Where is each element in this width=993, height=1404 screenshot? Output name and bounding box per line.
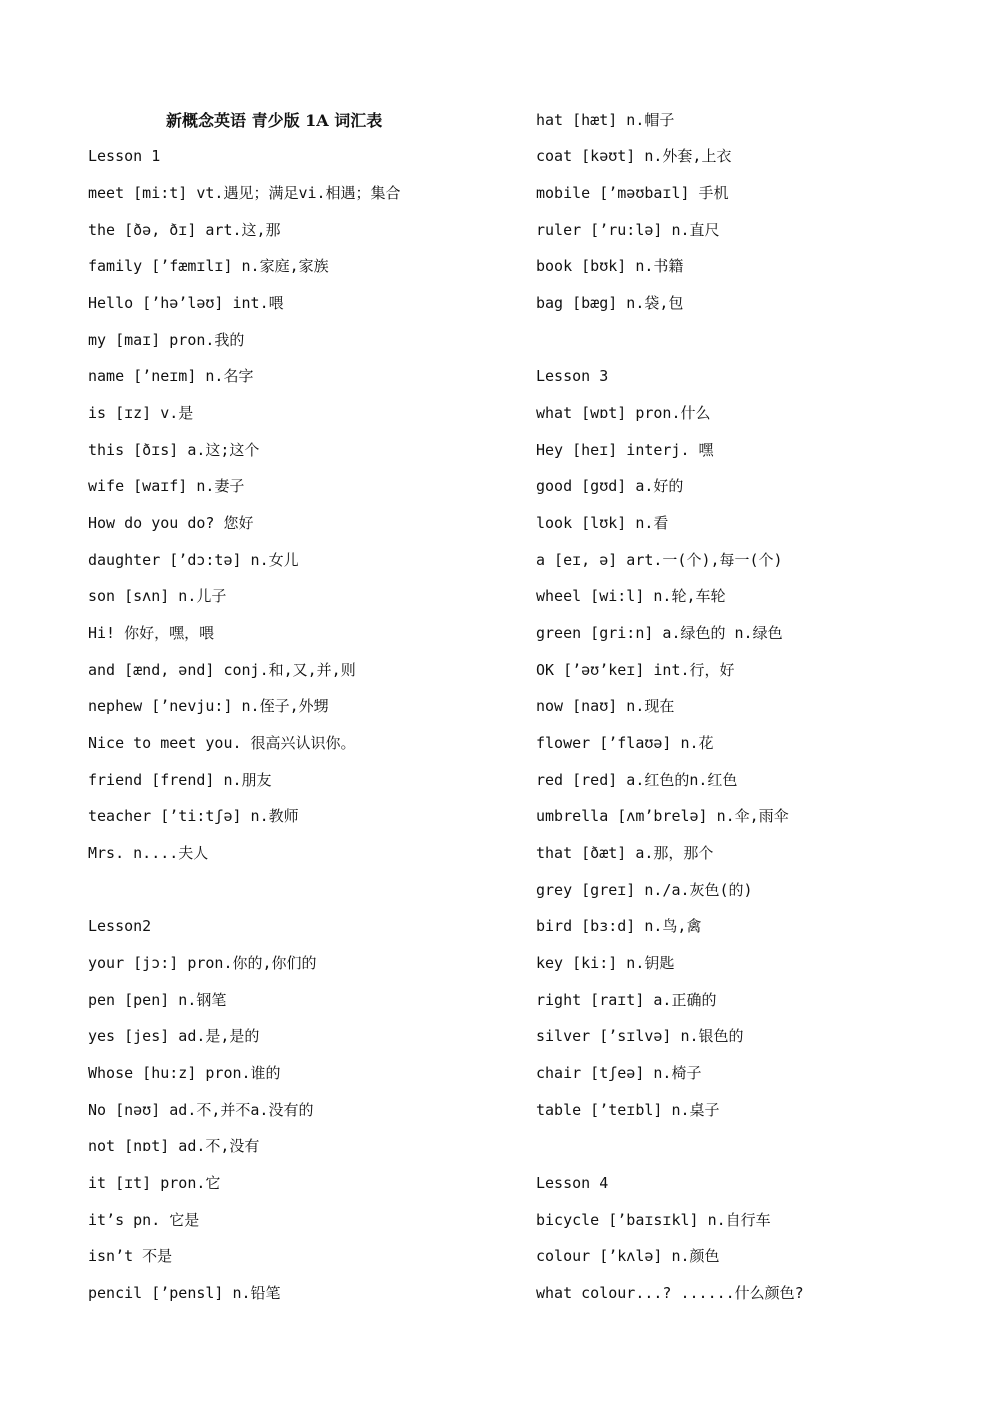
vocab-entry: hat [hæt] n.帽子 — [536, 111, 675, 129]
vocab-entry: now [naʊ] n.现在 — [536, 697, 675, 715]
vocab-entry: umbrella [ʌm’brelə] n.伞,雨伞 — [536, 807, 789, 825]
vocab-entry: grey [greɪ] n./a.灰色(的) — [536, 881, 753, 899]
vocab-entry: look [lʊk] n.看 — [536, 514, 669, 532]
vocab-entry: it [ɪt] pron.它 — [88, 1174, 221, 1192]
vocab-entry: bag [bæg] n.袋,包 — [536, 294, 684, 312]
vocab-entry: colour [’kʌlə] n.颜色 — [536, 1247, 720, 1265]
vocab-entry: wife [waɪf] n.妻子 — [88, 477, 245, 495]
vocab-entry: bicycle [’baɪsɪkl] n.自行车 — [536, 1211, 771, 1229]
vocab-entry: isn’t 不是 — [88, 1247, 173, 1265]
vocab-entry: mobile [’məʊbaɪl] 手机 — [536, 184, 729, 202]
vocab-entry: key [ki:] n.钥匙 — [536, 954, 675, 972]
vocab-entry: friend [frend] n.朋友 — [88, 771, 272, 789]
vocab-entry: good [gʊd] a.好的 — [536, 477, 684, 495]
vocab-entry: silver [’sɪlvə] n.银色的 — [536, 1027, 744, 1045]
vocab-entry: yes [jes] ad.是,是的 — [88, 1027, 260, 1045]
vocab-entry: this [ðɪs] a.这;这个 — [88, 441, 260, 459]
vocab-entry: flower [’flaʊə] n.花 — [536, 734, 714, 752]
vocab-entry: bird [bɜ:d] n.鸟,禽 — [536, 917, 702, 935]
vocab-entry: chair [tʃeə] n.椅子 — [536, 1064, 702, 1082]
vocab-entry: my [maɪ] pron.我的 — [88, 331, 245, 349]
lesson-heading: Lesson 4 — [536, 1174, 609, 1192]
lesson-heading: Lesson 1 — [88, 147, 161, 165]
vocab-entry: your [jɔ:] pron.你的,你们的 — [88, 954, 317, 972]
vocab-entry: How do you do? 您好 — [88, 514, 254, 532]
vocab-entry: pen [pen] n.钢笔 — [88, 991, 227, 1009]
vocab-entry: Mrs. n....夫人 — [88, 844, 209, 862]
vocab-entry: wheel [wi:l] n.轮,车轮 — [536, 587, 726, 605]
vocab-entry: a [eɪ, ə] art.一(个),每一(个) — [536, 551, 783, 569]
vocab-entry: name [’neɪm] n.名字 — [88, 367, 254, 385]
vocab-entry: green [gri:n] a.绿色的 n.绿色 — [536, 624, 783, 642]
page-title: 新概念英语 青少版 1A 词汇表 — [166, 111, 383, 130]
vocab-entry: pencil [’pensl] n.铅笔 — [88, 1284, 281, 1302]
vocab-entry: meet [mi:t] vt.遇见；满足vi.相遇；集合 — [88, 184, 401, 202]
vocab-entry: it’s pn. 它是 — [88, 1211, 200, 1229]
vocab-entry: OK [’əʊ’keɪ] int.行，好 — [536, 661, 735, 679]
vocab-entry: coat [kəʊt] n.外套,上衣 — [536, 147, 732, 165]
vocab-entry: the [ðə, ðɪ] art.这,那 — [88, 221, 281, 239]
vocab-entry: right [raɪt] a.正确的 — [536, 991, 717, 1009]
vocab-entry: that [ðæt] a.那，那个 — [536, 844, 714, 862]
vocab-entry: table [’teɪbl] n.桌子 — [536, 1101, 720, 1119]
vocab-entry: nephew [’nevju:] n.侄子,外甥 — [88, 697, 329, 715]
lesson-heading: Lesson2 — [88, 917, 152, 935]
vocab-entry: ruler [’ru:lə] n.直尺 — [536, 221, 720, 239]
vocab-entry: Whose [hu:z] pron.谁的 — [88, 1064, 281, 1082]
vocab-entry: teacher [’ti:tʃə] n.教师 — [88, 807, 299, 825]
vocab-entry: red [red] a.红色的n.红色 — [536, 771, 738, 789]
vocab-entry: is [ɪz] v.是 — [88, 404, 194, 422]
vocab-entry: what [wɒt] pron.什么 — [536, 404, 711, 422]
vocab-entry: family [’fæmɪlɪ] n.家庭,家族 — [88, 257, 329, 275]
vocab-entry: Hello [’hə’ləʊ] int.喂 — [88, 294, 284, 312]
vocab-entry: not [nɒt] ad.不,没有 — [88, 1137, 260, 1155]
lesson-heading: Lesson 3 — [536, 367, 609, 385]
vocab-entry: son [sʌn] n.儿子 — [88, 587, 227, 605]
vocab-entry: Hey [heɪ] interj. 嘿 — [536, 441, 714, 459]
vocab-entry: and [ænd, ənd] conj.和,又,并,则 — [88, 661, 356, 679]
vocab-entry: daughter [’dɔ:tə] n.女儿 — [88, 551, 299, 569]
vocab-entry: what colour...? ......什么颜色? — [536, 1284, 804, 1302]
vocab-entry: Hi! 你好，嘿，喂 — [88, 624, 215, 642]
vocab-entry: book [bʊk] n.书籍 — [536, 257, 684, 275]
vocab-entry: Nice to meet you. 很高兴认识你。 — [88, 734, 356, 752]
vocab-entry: No [nəʊ] ad.不,并不a.没有的 — [88, 1101, 314, 1119]
